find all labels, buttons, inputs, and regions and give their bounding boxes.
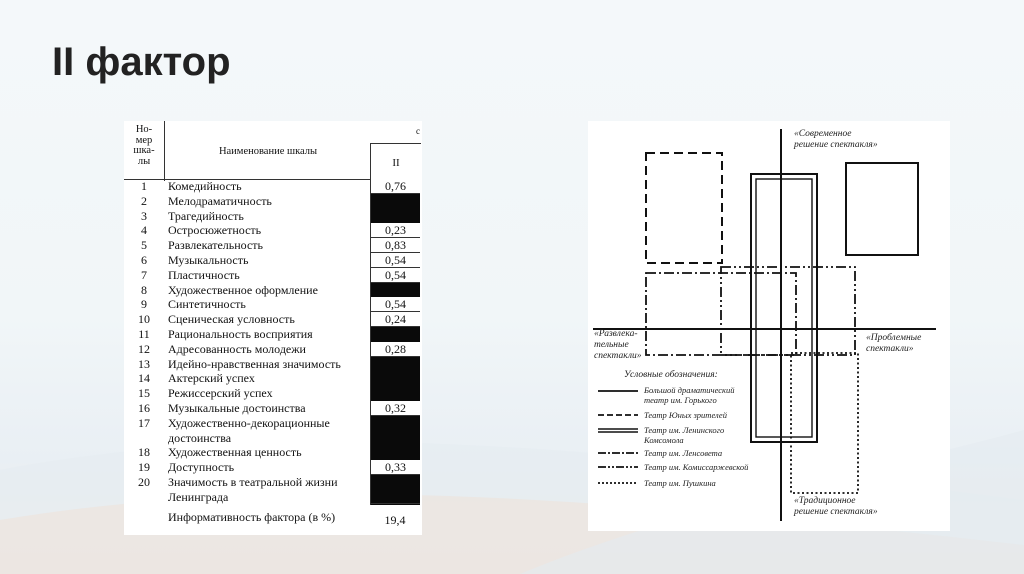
slide-title: II фактор [52, 40, 231, 84]
row-number: 10 [138, 312, 150, 327]
legend-title: Условные обозначения: [624, 370, 718, 380]
row-number: 8 [141, 282, 147, 297]
legend-item-bdt: Большой драматический театр им. Горького [644, 385, 735, 405]
rect-komissarzh [721, 267, 855, 355]
row-scale-name: Музыкальные достоинства [168, 401, 306, 415]
value-cell: 0,54 [370, 253, 420, 268]
rect-bdt [846, 163, 918, 255]
row-scale-name: Остросюжетность [168, 223, 262, 238]
value-cell: 0,54 [370, 268, 420, 283]
row-number: 20 [138, 475, 150, 489]
row-scale-name: Режиссерский успех [168, 386, 273, 401]
row-number: 2 [141, 193, 147, 208]
info-label: Информативность фактора (в %) [168, 510, 336, 524]
row-scale-name: Музыкальность [168, 253, 249, 267]
row-number: 1 [141, 179, 147, 193]
value-cell: 0,83 [370, 238, 420, 253]
row-scale-name: Художественное оформление [168, 282, 318, 297]
row-scale-name: Трагедийность [168, 208, 244, 223]
rect-lenkom-inner [756, 179, 812, 437]
value-cell: 0,32 [370, 401, 420, 416]
value-cell-blank [370, 371, 420, 386]
info-rule [370, 503, 420, 504]
row-scale-name: Значимость в театральной жизни Ленинграда [168, 475, 338, 504]
value-cell-blank [370, 475, 420, 505]
value-cell: 0,33 [370, 460, 420, 475]
rect-pushkin [791, 353, 858, 493]
value-cell: 0,76 [370, 179, 420, 194]
value-cell-blank [370, 209, 420, 224]
row-scale-name: Мелодраматичность [168, 193, 272, 208]
legend-item-lensovet: Театр им. Ленсовета [644, 448, 723, 458]
value-cell: 0,54 [370, 297, 420, 312]
row-scale-name: Художественно-декорационные достоинства [168, 415, 330, 445]
row-scale-name: Развлекательность [168, 238, 264, 253]
header-scale-name: Наименование шкалы [164, 121, 371, 181]
row-number: 19 [138, 460, 150, 475]
row-number: 12 [138, 341, 150, 356]
value-cell-blank [370, 283, 420, 298]
row-number: 15 [138, 386, 150, 401]
row-number: 17 [138, 415, 150, 430]
row-number: 4 [141, 223, 147, 238]
value-cell: 0,24 [370, 312, 420, 327]
value-cell-blank [370, 386, 420, 401]
rect-lenkom-outer [751, 174, 817, 442]
value-cell: 0,23 [370, 223, 420, 238]
legend-item-komissarzh: Театр им. Комиссаржевской [644, 462, 749, 472]
row-number: 14 [138, 371, 150, 386]
factor-table-image [124, 121, 422, 535]
value-cell-blank [370, 445, 420, 460]
row-scale-name: Идейно-нравственная значимость [168, 356, 341, 371]
row-number: 13 [138, 356, 150, 371]
header-factor-column: II [370, 143, 421, 182]
row-number: 16 [138, 401, 150, 415]
value-cell-blank [370, 194, 420, 209]
rect-tuz [646, 153, 722, 263]
value-cell-blank [370, 357, 420, 372]
legend-item-pushkin: Театр им. Пушкина [644, 478, 716, 488]
row-number: 7 [141, 267, 147, 282]
legend-item-tuz: Театр Юных зрителей [644, 410, 727, 420]
row-scale-name: Пластичность [168, 267, 240, 282]
row-scale-name: Сценическая условность [168, 312, 295, 327]
row-number: 18 [138, 445, 150, 460]
row-scale-name: Доступность [168, 460, 235, 475]
diagram-lines [588, 121, 950, 531]
legend-item-lenkom: Театр им. Ленинского Комсомола [644, 425, 725, 445]
header-scale-number [124, 123, 164, 181]
info-value: 19,4 [384, 513, 406, 527]
header-mark: с [416, 126, 420, 136]
axis-top-label: «Современное решение спектакля» [794, 129, 878, 150]
value-cell-blank [370, 327, 420, 342]
row-scale-name: Адресованность молодежи [168, 341, 306, 356]
row-number: 6 [141, 253, 147, 267]
axis-left-label: «Развлека- тельные спектакли» [594, 329, 642, 361]
axis-right-label: «Проблемные спектакли» [866, 333, 922, 354]
value-cell: 0,28 [370, 342, 420, 357]
row-scale-name: Синтетичность [168, 297, 246, 312]
row-scale-name: Художественная ценность [168, 445, 302, 460]
row-scale-name: Комедийность [168, 179, 242, 193]
row-scale-name: Рациональность восприятия [168, 327, 313, 341]
value-cell-blank [370, 416, 420, 446]
row-number: 11 [138, 327, 150, 341]
row-number: 9 [141, 297, 147, 312]
theatre-diagram-image [588, 121, 950, 531]
row-number: 5 [141, 238, 147, 253]
header-scale-number-text: Но- мер шка- лы [133, 124, 155, 167]
row-scale-name: Актерский успех [168, 371, 255, 386]
row-number: 3 [141, 208, 147, 223]
axis-bottom-label: «Традиционное решение спектакля» [794, 496, 878, 517]
